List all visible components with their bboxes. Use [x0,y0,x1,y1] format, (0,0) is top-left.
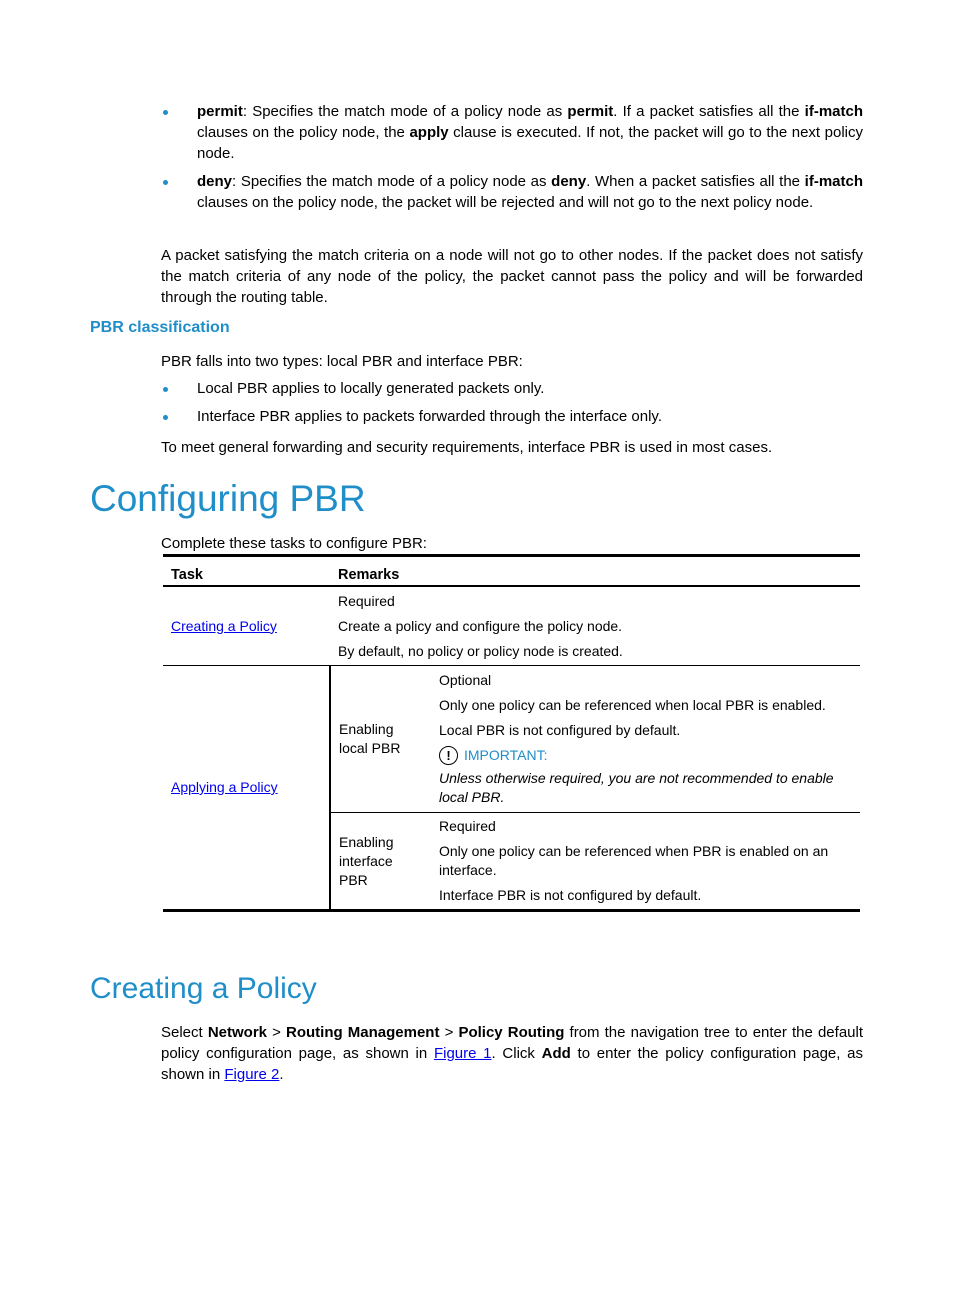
table-header-row [163,556,860,587]
pbr-classification-closing: To meet general forwarding and security requirements, interface PBR is used in most cases. [161,439,773,456]
subtask-cell-interface: Enabling interface PBR [330,813,431,911]
remarks-cell: Required Only one policy can be referenced when PBR is enabled on an interface. Interface PBR is not configured by default. [431,813,860,911]
mode-bullet-list [161,101,863,213]
section-heading-pbr-classification: PBR classification [90,319,230,336]
pbr-type-list [161,378,863,427]
page-title-configuring-pbr: Configuring PBR [90,478,366,519]
important-note: ! IMPORTANT: [439,746,852,765]
important-text: Unless otherwise required, you are not recommended to enable local PBR. [439,770,834,805]
match-paragraph: A packet satisfying the match criteria on a node will not go to other nodes. If the packet does not satisfy the match criteria of any node of the policy, the packet cannot pass the policy and will be forwarded through the routing table. [161,247,863,306]
list-item: Interface PBR applies to packets forwarded through the interface only. [161,406,863,427]
bullet-icon [163,180,168,185]
subtask-cell-local: Enabling local PBR [330,666,431,813]
list-item: Local PBR applies to locally generated packets only. [161,378,863,399]
creating-policy-paragraph: Select Network > Routing Management > Policy Routing from the navigation tree to enter the default policy configuration page, as shown in Figure 1. Click Add to enter the policy configuration page, as shown in Figure 2. [161,1024,864,1083]
section-heading-creating-policy: Creating a Policy [90,972,317,1005]
task-cell [163,586,330,666]
bullet-icon [163,110,168,115]
creating-policy-link[interactable]: Creating a Policy [171,617,277,634]
remarks-cell: Required Create a policy and configure the policy node. By default, no policy or policy node is created. [330,586,860,666]
column-header-remarks: Remarks [330,556,860,587]
applying-policy-link[interactable]: Applying a Policy [171,779,278,795]
list-item-permit: permit: Specifies the match mode of a policy node as permit. If a packet satisfies all the if-match clauses on the policy node, the apply clause is executed. If not, the packet will go to the next policy node. [161,101,863,164]
pbr-classification-intro: PBR falls into two types: local PBR and interface PBR: [161,353,523,370]
table-row [163,666,860,813]
task-cell [163,666,330,911]
configuring-intro: Complete these tasks to configure PBR: [161,535,427,552]
exclamation-circle-icon: ! [439,746,458,765]
figure-2-link[interactable]: Figure 2 [224,1066,280,1083]
bullet-icon [163,415,168,420]
column-header-task: Task [163,556,330,587]
table-row [163,586,860,666]
remarks-cell: Optional Only one policy can be referenced when local PBR is enabled. Local PBR is not configured by default. ! IMPORTANT: Unless otherwise required, you are not recommended to enable local PBR. [431,666,860,813]
task-table [163,554,860,912]
list-item-deny: deny: Specifies the match mode of a policy node as deny. When a packet satisfies all the if-match clauses on the policy node, the packet will be rejected and will not go to the next policy node. [161,171,863,213]
figure-1-link[interactable]: Figure 1 [433,1045,492,1062]
bullet-icon [163,387,168,392]
